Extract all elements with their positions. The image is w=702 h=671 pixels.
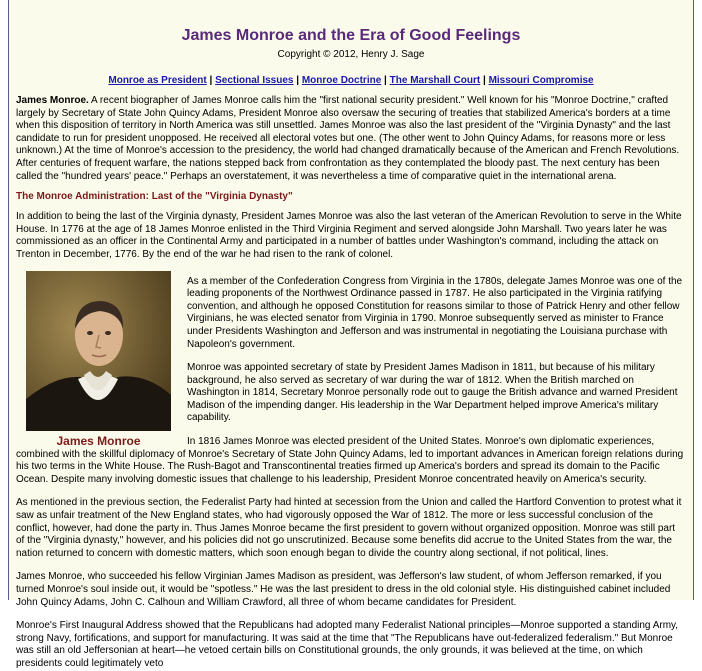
paragraph-secretary: Monroe was appointed secretary of state by President James Madison in 1811, but because of his military background, he also served as secretary of war during the war of 1812. When the British marched on Washington in 1814, Secretary Monroe personally rode out to gauge the British advance and warned President Madison of the impending danger. His leadership in the War Department helped improve America's military capability. <box>187 362 678 424</box>
intro-paragraph <box>16 95 686 183</box>
nav-link-missouri-compromise[interactable]: Missouri Compromise <box>488 75 594 86</box>
page-content <box>8 0 694 669</box>
paragraph-madison: James Monroe, who succeeded his fellow Virginian James Madison as president, was Jefferson's law student, of whom Jefferson remarked, if you turned Monroe's soul inside out, it would be "spotless." He was the last president to dress in the old colonial style. His distinguished cabinet included John Quincy Adams, John C. Calhoun and William Crawford, all three of whom became candidates for President. <box>16 571 671 608</box>
nav-link-sectional-issues[interactable]: Sectional Issues <box>215 75 294 86</box>
paragraph-inaugural: Monroe's First Inaugural Address showed that the Republicans had adopted many Federalist National principles—Monroe supported a standing Army, strong Navy, fortifications, and support for manufacturing. It was said at the time that "The Republicans have out-federalized federalism." But Monroe was still an old Jeffersonian at heart—he vetoed certain bills on Constitutional grounds, the only grounds, it was believed at the time, on which presidents could legitimately veto <box>16 620 679 669</box>
section-nav <box>16 75 686 86</box>
nav-separator: | <box>381 75 390 86</box>
paragraph-congress: As a member of the Confederation Congress from Virginia in the 1780s, delegate James Monroe was one of the leading proponents of the Northwest Ordinance passed in 1787. He also participated in the Virginia ratifying convention, and although he opposed Constitution for reasons similar to those of Patrick Henry and other fellow Virginians, he was elected senator from Virginia in 1790. Monroe subsequently served as minister to France under Presidents Washington and Jefferson and was instrumental in negotiating the Louisiana purchase with Napoleon's government. <box>187 275 683 350</box>
portrait-figure <box>16 271 181 448</box>
paragraph-federalist: As mentioned in the previous section, the Federalist Party had hinted at secession from the Union and called the Hartford Convention to protest what it saw as unfair treatment of the New England states, who had vigorously opposed the War of 1812. The more or less successful conclusion of the conflict, however, had done the party in. Thus James Monroe became the first president to govern without organized opposition. Monroe was still part of the "Virginia dynasty," however, and his policies did not go unscrutinized. Because some benefits did accrue to the United States from the war, the nation returned to concern with domestic matters, which soon enough began to divide the country along sectional, if not political, lines. <box>16 497 682 559</box>
nav-separator: | <box>293 75 302 86</box>
monroe-portrait-image <box>26 271 171 431</box>
intro-lead: James Monroe. <box>16 95 89 106</box>
intro-text: A recent biographer of James Monroe calls him the "first national security president." Well known for his "Monroe Doctrine," crafted largely by Secretary of State John Quincy Adams, President Monroe also oversaw the securing of treaties that stabilized America's borders at a time when this disposition of territory in North America was still unsettled. James Monroe was also the last president of the "Virginia Dynasty" and the last candidate to run for president unopposed. He received all electoral votes but one. (The other went to John Quincy Adams, for reasons more or less unknown.) At the time of Monroe's accession to the presidency, the world had changed dramatically because of the American and French Revolutions. After centuries of frequent warfare, the nations stepped back from confrontation as they contemplated the bloody past. The next century has been called the "hundred years' peace." Perhaps an overstatement, it was nevertheless a time of comparative quiet in the international arena. <box>16 95 680 182</box>
page-title: James Monroe and the Era of Good Feelings <box>181 27 521 44</box>
paragraph-veteran: In addition to being the last of the Virginia dynasty, President James Monroe was also the last veteran of the American Revolution to serve in the White House. In 1776 at the age of 18 James Monroe enlisted in the Third Virginia Regiment and served alongside John Marshall. Two years later he was commissioned as an officer in the Continental Army and participated in a number of battles under Washington's command, including the attack on Trenton in December, 1776. By the end of the war he had risen to the rank of colonel. <box>16 211 682 260</box>
paragraph-elected: In 1816 James Monroe was elected president of the United States. Monroe's own diplomatic experiences, combined with the skillful diplomacy of Monroe's Secretary of State John Quincy Adams, led to important advances in American foreign relations during his two terms in the White House. The Rush-Bagot and Transcontinental treaties firmed up America's borders and spread its domain to the Pacific Ocean. Despite many involving domestic issues that challenge to his leadership, President Monroe concentrated heavily on America's security. <box>16 436 684 485</box>
nav-link-marshall-court[interactable]: The Marshall Court <box>389 75 481 86</box>
nav-link-monroe-doctrine[interactable]: Monroe Doctrine <box>301 75 382 86</box>
portrait-caption: James Monroe <box>56 433 141 448</box>
nav-separator: | <box>480 75 489 86</box>
nav-link-monroe-as-president[interactable]: Monroe as President <box>108 75 207 86</box>
copyright-notice: Copyright © 2012, Henry J. Sage <box>277 49 425 60</box>
portrait-illustration <box>26 271 171 431</box>
nav-separator: | <box>206 75 216 86</box>
section-heading: The Monroe Administration: Last of the "Virginia Dynasty" <box>16 191 293 203</box>
